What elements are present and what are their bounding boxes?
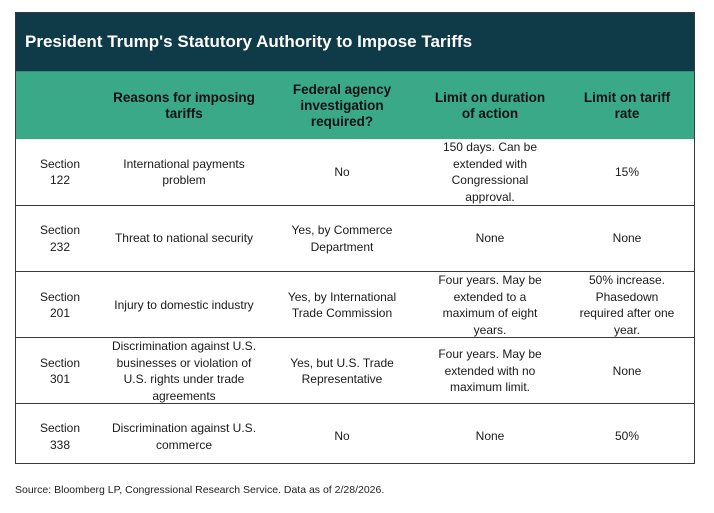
header-investigation: Federal agency investigation required? [292,81,392,129]
table-row [16,403,694,469]
investigation-cell: Yes, by Commerce Department [291,223,393,254]
table-row [16,205,694,271]
table-row [16,337,694,403]
rate-cell: 50% [614,429,640,444]
duration-cell: Four years. May be extended to a maximum of eight years. [438,273,542,337]
table-header-row [16,71,694,139]
header-duration-limit: Limit on duration of action [434,89,546,121]
reason-cell: Threat to national security [114,231,254,246]
section-label: Section 301 [39,355,81,386]
table-title: President Trump's Statutory Authority to Impose Tariffs [16,13,694,71]
investigation-cell: No [334,429,350,444]
reason-cell: Injury to domestic industry [114,297,254,312]
duration-cell: Four years. May be extended with no maximum limit. [438,347,542,395]
reason-cell: International payments problem [123,156,245,187]
rate-cell: None [612,363,642,378]
tariff-authority-table [15,12,695,464]
table-row [16,271,694,337]
reason-cell: Discrimination against U.S. businesses or violation of U.S. rights under trade agreements [111,339,257,403]
duration-cell: None [475,231,505,246]
table-body [16,139,694,469]
reason-cell: Discrimination against U.S. commerce [111,421,257,452]
section-label: Section 338 [39,421,81,452]
duration-cell: 150 days. Can be extended with Congressional approval. [442,140,538,204]
rate-cell: 15% [614,164,640,179]
duration-cell: None [475,429,505,444]
section-label: Section 122 [39,156,81,187]
section-label: Section 201 [39,289,81,320]
table-row [16,139,694,205]
investigation-cell: No [334,164,350,179]
header-section [16,72,104,139]
source-note: Source: Bloomberg LP, Congressional Research Service. Data as of 2/28/2026. [15,484,385,496]
investigation-cell: Yes, by International Trade Commission [287,289,397,320]
header-rate-limit: Limit on tariff rate [583,89,671,121]
rate-cell: 50% increase. Phasedown required after one year. [579,273,675,337]
investigation-cell: Yes, but U.S. Trade Representative [290,355,394,386]
rate-cell: None [612,231,642,246]
header-reasons: Reasons for imposing tariffs [113,89,255,121]
section-label: Section 232 [39,223,81,254]
